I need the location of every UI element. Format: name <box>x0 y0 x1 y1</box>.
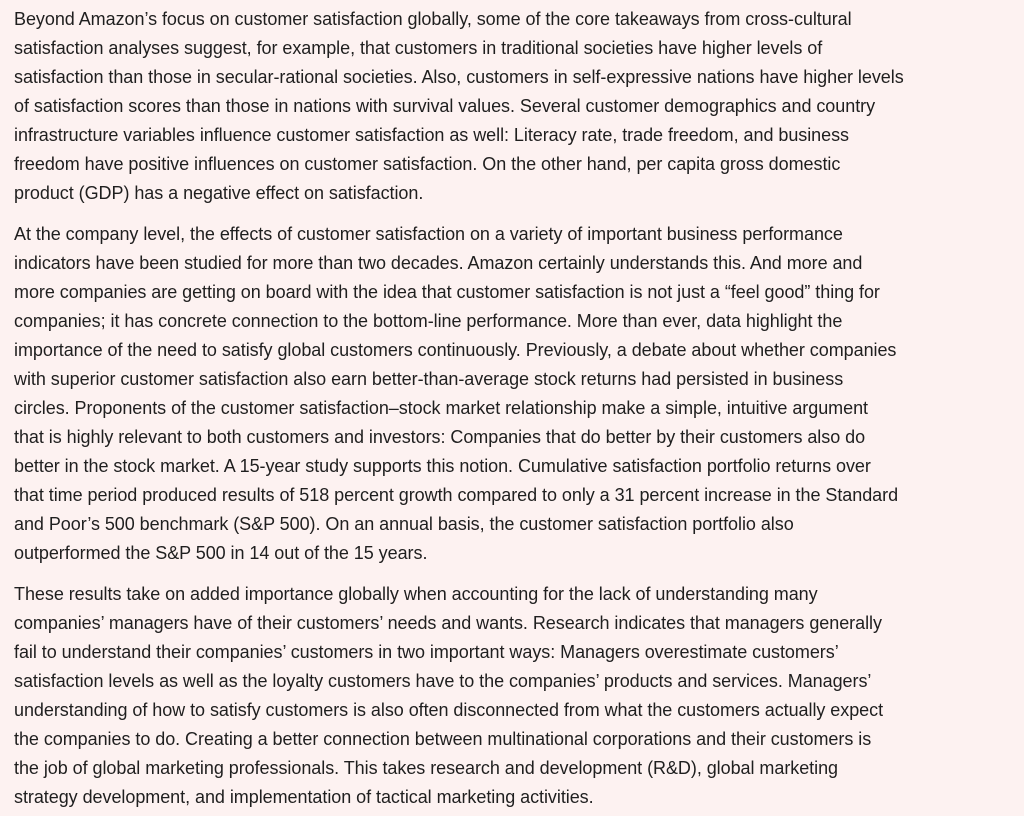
paragraph-managers-understanding <box>14 580 1018 812</box>
text-line: companies’ managers have of their customers’ needs and wants. Research indicates that managers generally <box>14 613 882 633</box>
text-line: fail to understand their companies’ customers in two important ways: Managers overestimate customers’ <box>14 642 839 662</box>
text-line: satisfaction than those in secular-rational societies. Also, customers in self-expressive nations have higher levels <box>14 67 904 87</box>
text-line: indicators have been studied for more than two decades. Amazon certainly understands this. And more and <box>14 253 863 273</box>
paragraph-company-level <box>14 220 1018 568</box>
text-line: infrastructure variables influence customer satisfaction as well: Literacy rate, trade freedom, and business <box>14 125 850 145</box>
text-line: that time period produced results of 518 percent growth compared to only a 31 percent increase in the Standard <box>14 485 899 505</box>
text-line: strategy development, and implementation of tactical marketing activities. <box>14 787 594 807</box>
text-line: circles. Proponents of the customer satisfaction–stock market relationship make a simple, intuitive argument <box>14 398 868 418</box>
paragraph-global-satisfaction <box>14 5 1018 208</box>
text-line: and Poor’s 500 benchmark (S&P 500). On an annual basis, the customer satisfaction portfolio also <box>14 514 794 534</box>
text-line: better in the stock market. A 15-year study supports this notion. Cumulative satisfaction portfolio returns over <box>14 456 871 476</box>
text-line: understanding of how to satisfy customers is also often disconnected from what the customers actually expect <box>14 700 884 720</box>
text-line: freedom have positive influences on customer satisfaction. On the other hand, per capita gross domestic <box>14 154 841 174</box>
text-line: the job of global marketing professionals. This takes research and development (R&D), global marketing <box>14 758 838 778</box>
text-line: These results take on added importance globally when accounting for the lack of understanding many <box>14 584 818 604</box>
text-line: At the company level, the effects of customer satisfaction on a variety of important business performance <box>14 224 843 244</box>
text-line: importance of the need to satisfy global customers continuously. Previously, a debate about whether companies <box>14 340 897 360</box>
text-line: satisfaction analyses suggest, for example, that customers in traditional societies have higher levels of <box>14 38 823 58</box>
text-line: product (GDP) has a negative effect on satisfaction. <box>14 183 424 203</box>
text-line: companies; it has concrete connection to the bottom-line performance. More than ever, data highlight the <box>14 311 843 331</box>
text-line: of satisfaction scores than those in nations with survival values. Several customer demographics and country <box>14 96 876 116</box>
text-line: more companies are getting on board with the idea that customer satisfaction is not just a “feel good” thing for <box>14 282 880 302</box>
text-line: outperformed the S&P 500 in 14 out of the 15 years. <box>14 543 428 563</box>
text-line: with superior customer satisfaction also earn better-than-average stock returns had persisted in business <box>14 369 844 389</box>
text-line: Beyond Amazon’s focus on customer satisfaction globally, some of the core takeaways from cross-cultural <box>14 9 852 29</box>
text-line: that is highly relevant to both customers and investors: Companies that do better by their customers also do <box>14 427 866 447</box>
text-line: satisfaction levels as well as the loyalty customers have to the companies’ products and services. Managers’ <box>14 671 872 691</box>
text-line: the companies to do. Creating a better connection between multinational corporations and their customers is <box>14 729 872 749</box>
